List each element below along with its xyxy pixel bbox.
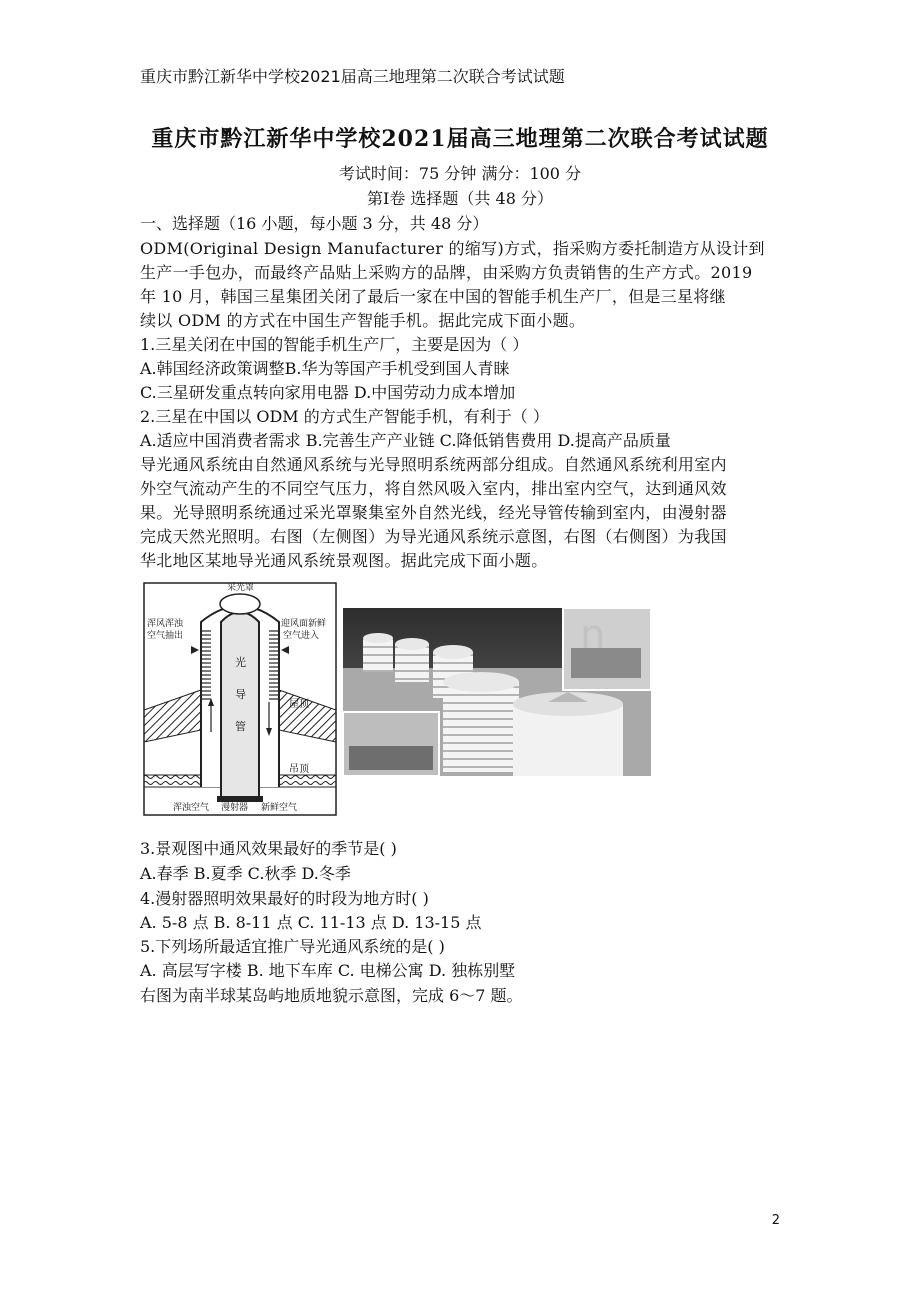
question-3-options: A.春季 B.夏季 C.秋季 D.冬季	[140, 864, 351, 883]
inner-tube	[221, 612, 259, 797]
label-tube-3: 管	[235, 720, 246, 733]
exam-info: 考试时间：75 分钟 满分：100 分	[338, 164, 582, 183]
page-number: 2	[771, 1213, 780, 1228]
passage1-line: 生产一手包办，而最终产品贴上采购方的品牌，由采购方负责销售的生产方式。2019	[140, 263, 753, 282]
label-left-bottom: 空气抽出	[147, 631, 184, 641]
ventilation-diagram	[143, 582, 337, 816]
question-3-stem: 3.景观图中通风效果最好的季节是( )	[140, 839, 397, 858]
page-title: 重庆市黔江新华中学校2021届高三地理第二次联合考试试题	[151, 126, 769, 152]
label-right-bottom: 空气进入	[283, 631, 320, 641]
label-bottom-right: 新鲜空气	[261, 803, 298, 813]
passage1-line: ODM(Original Design Manufacturer 的缩写)方式，指采购方委托制造方从设计到	[140, 239, 765, 258]
passage2-line: 导光通风系统由自然通风系统与光导照明系统两部分组成。自然通风系统利用室内	[140, 455, 727, 474]
question-4-options: A. 5-8 点 B. 8-11 点 C. 11-13 点 D. 13-15 点	[140, 913, 482, 932]
diffuser	[217, 796, 263, 802]
label-ceiling: 吊顶	[289, 764, 309, 775]
label-tube-1: 光	[235, 656, 246, 669]
label-roof: 屋顶	[289, 699, 309, 710]
question-1-stem: 1.三星关闭在中国的智能手机生产厂，主要是因为（ ）	[140, 335, 529, 354]
passage2-line: 外空气流动产生的不同空气压力，将自然风吸入室内，排出室内空气，达到通风效	[140, 479, 727, 498]
passage1-line: 续以 ODM 的方式在中国生产智能手机。据此完成下面小题。	[140, 311, 586, 330]
question-5-options: A. 高层写字楼 B. 地下车库 C. 电梯公寓 D. 独栋别墅	[140, 961, 516, 980]
label-cap: 采光罩	[227, 583, 255, 593]
passage1-line: 年 10 月，韩国三星集团关闭了最后一家在中国的智能手机生产厂，但是三星将继	[140, 287, 726, 306]
part-title: 一、选择题（16 小题，每小题 3 分，共 48 分）	[140, 214, 489, 233]
section-title: 第Ⅰ卷 选择题（共 48 分）	[367, 189, 553, 208]
vent-right	[269, 630, 279, 702]
page-header: 重庆市黔江新华中学校2021届高三地理第二次联合考试试题	[140, 67, 565, 86]
closing-line: 右图为南半球某岛屿地质地貌示意图，完成 6～7 题。	[140, 986, 523, 1005]
label-bottom-left: 浑浊空气	[173, 803, 210, 813]
question-5-stem: 5.下列场所最适宜推广导光通风系统的是( )	[140, 937, 445, 956]
label-right-top: 迎风面新鲜	[281, 619, 327, 629]
vent-left	[201, 630, 211, 702]
question-1-options: A.韩国经济政策调整B.华为等国产手机受到国人青睐	[140, 359, 510, 378]
question-2-stem: 2.三星在中国以 ODM 的方式生产智能手机，有利于（ ）	[140, 407, 549, 426]
question-4-stem: 4.漫射器照明效果最好的时段为地方时( )	[140, 889, 429, 908]
passage2-line: 华北地区某地导光通风系统景观图。据此完成下面小题。	[140, 551, 548, 570]
passage2-line: 果。光导照明系统通过采光罩聚集室外自然光线，经光导管传输到室内，由漫射器	[140, 503, 727, 522]
label-left-top: 浑风浑浊	[147, 619, 184, 629]
watermark: n	[580, 612, 606, 658]
question-2-options: A.适应中国消费者需求 B.完善生产产业链 C.降低销售费用 D.提高产品质量	[140, 431, 671, 450]
label-tube-2: 导	[235, 688, 246, 701]
question-1-options: C.三星研发重点转向家用电器 D.中国劳动力成本增加	[140, 383, 516, 402]
light-cap	[220, 594, 260, 614]
passage2-line: 完成天然光照明。右图（左侧图）为导光通风系统示意图，右图（右侧图）为我国	[140, 527, 727, 546]
label-bottom-mid: 漫射器	[221, 803, 249, 813]
